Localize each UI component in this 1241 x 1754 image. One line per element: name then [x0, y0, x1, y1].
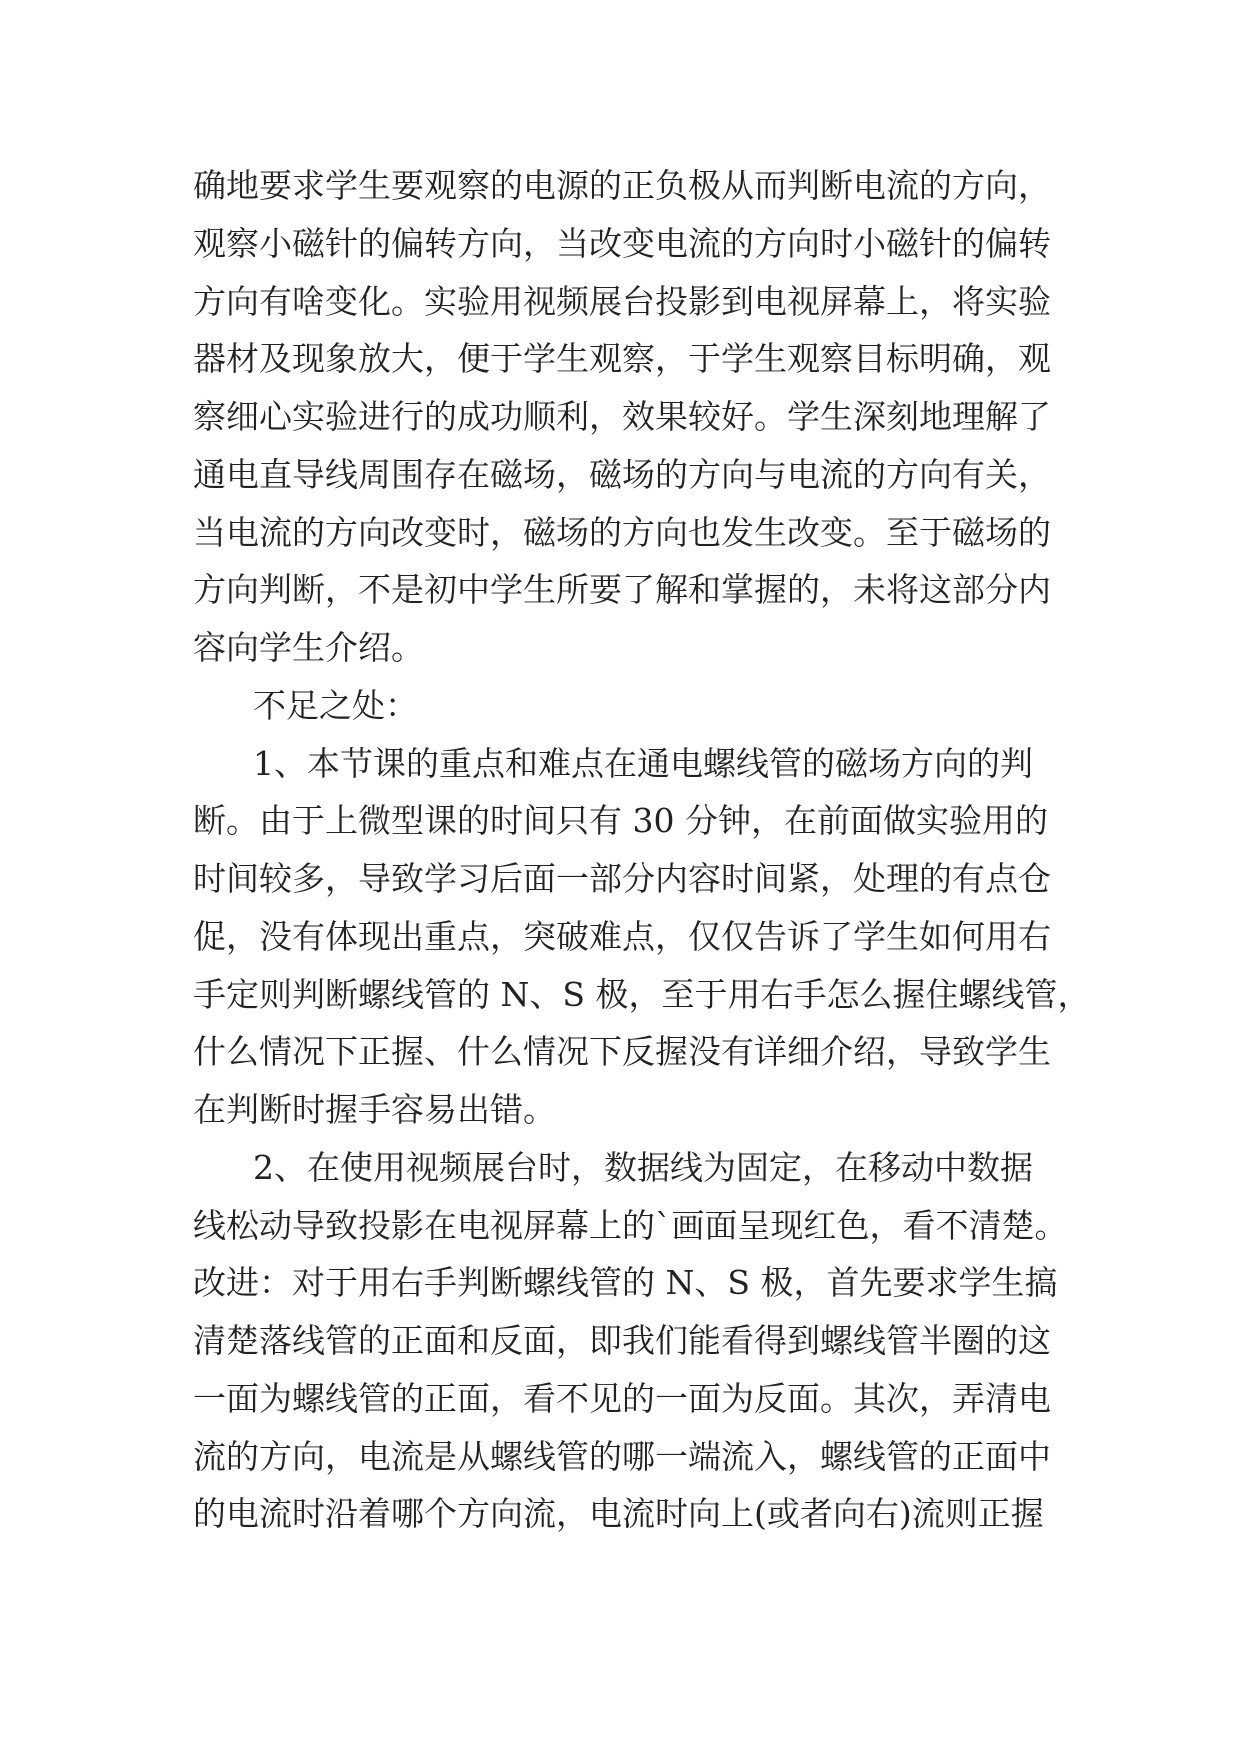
text-line: 清楚落线管的正面和反面，即我们能看得到螺线管半圈的这 [193, 1321, 1051, 1360]
text-line: 的电流时沿着哪个方向流，电流时向上(或者向右)流则正握 [193, 1494, 1044, 1533]
text-line: 在判断时握手容易出错。 [193, 1090, 556, 1129]
text-line: 2、在使用视频展台时，数据线为固定，在移动中数据 [253, 1148, 1033, 1187]
text-line: 通电直导线周围存在磁场，磁场的方向与电流的方向有关， [193, 455, 1051, 494]
text-line: 时间较多，导致学习后面一部分内容时间紧，处理的有点仓 [193, 859, 1051, 898]
text-line: 断。由于上微型课的时间只有 30 分钟，在前面做实验用的 [193, 801, 1048, 840]
text-line: 方向有啥变化。实验用视频展台投影到电视屏幕上，将实验 [193, 282, 1051, 321]
text-line: 察细心实验进行的成功顺利，效果较好。学生深刻地理解了 [193, 397, 1051, 436]
text-line: 器材及现象放大，便于学生观察，于学生观察目标明确，观 [193, 339, 1051, 378]
text-line: 方向判断，不是初中学生所要了解和掌握的，未将这部分内 [193, 570, 1051, 609]
text-line: 1、本节课的重点和难点在通电螺线管的磁场方向的判 [253, 744, 1033, 783]
section-heading: 不足之处： [253, 686, 418, 725]
text-line: 容向学生介绍。 [193, 628, 424, 667]
text-line: 线松动导致投影在电视屏幕上的`画面呈现红色，看不清楚。 [193, 1206, 1068, 1245]
text-line: 一面为螺线管的正面，看不见的一面为反面。其次，弄清电 [193, 1379, 1051, 1418]
text-line: 什么情况下正握、什么情况下反握没有详细介绍，导致学生 [193, 1032, 1051, 1071]
text-line: 观察小磁针的偏转方向，当改变电流的方向时小磁针的偏转 [193, 224, 1051, 263]
text-line: 促，没有体现出重点，突破难点，仅仅告诉了学生如何用右 [193, 917, 1051, 956]
text-line: 确地要求学生要观察的电源的正负极从而判断电流的方向， [193, 166, 1051, 205]
text-line: 当电流的方向改变时，磁场的方向也发生改变。至于磁场的 [193, 513, 1051, 552]
text-line: 流的方向，电流是从螺线管的哪一端流入，螺线管的正面中 [193, 1437, 1051, 1476]
text-line: 改进：对于用右手判断螺线管的 N、S 极，首先要求学生搞 [193, 1263, 1058, 1302]
text-line: 手定则判断螺线管的 N、S 极，至于用右手怎么握住螺线管， [193, 975, 1091, 1014]
